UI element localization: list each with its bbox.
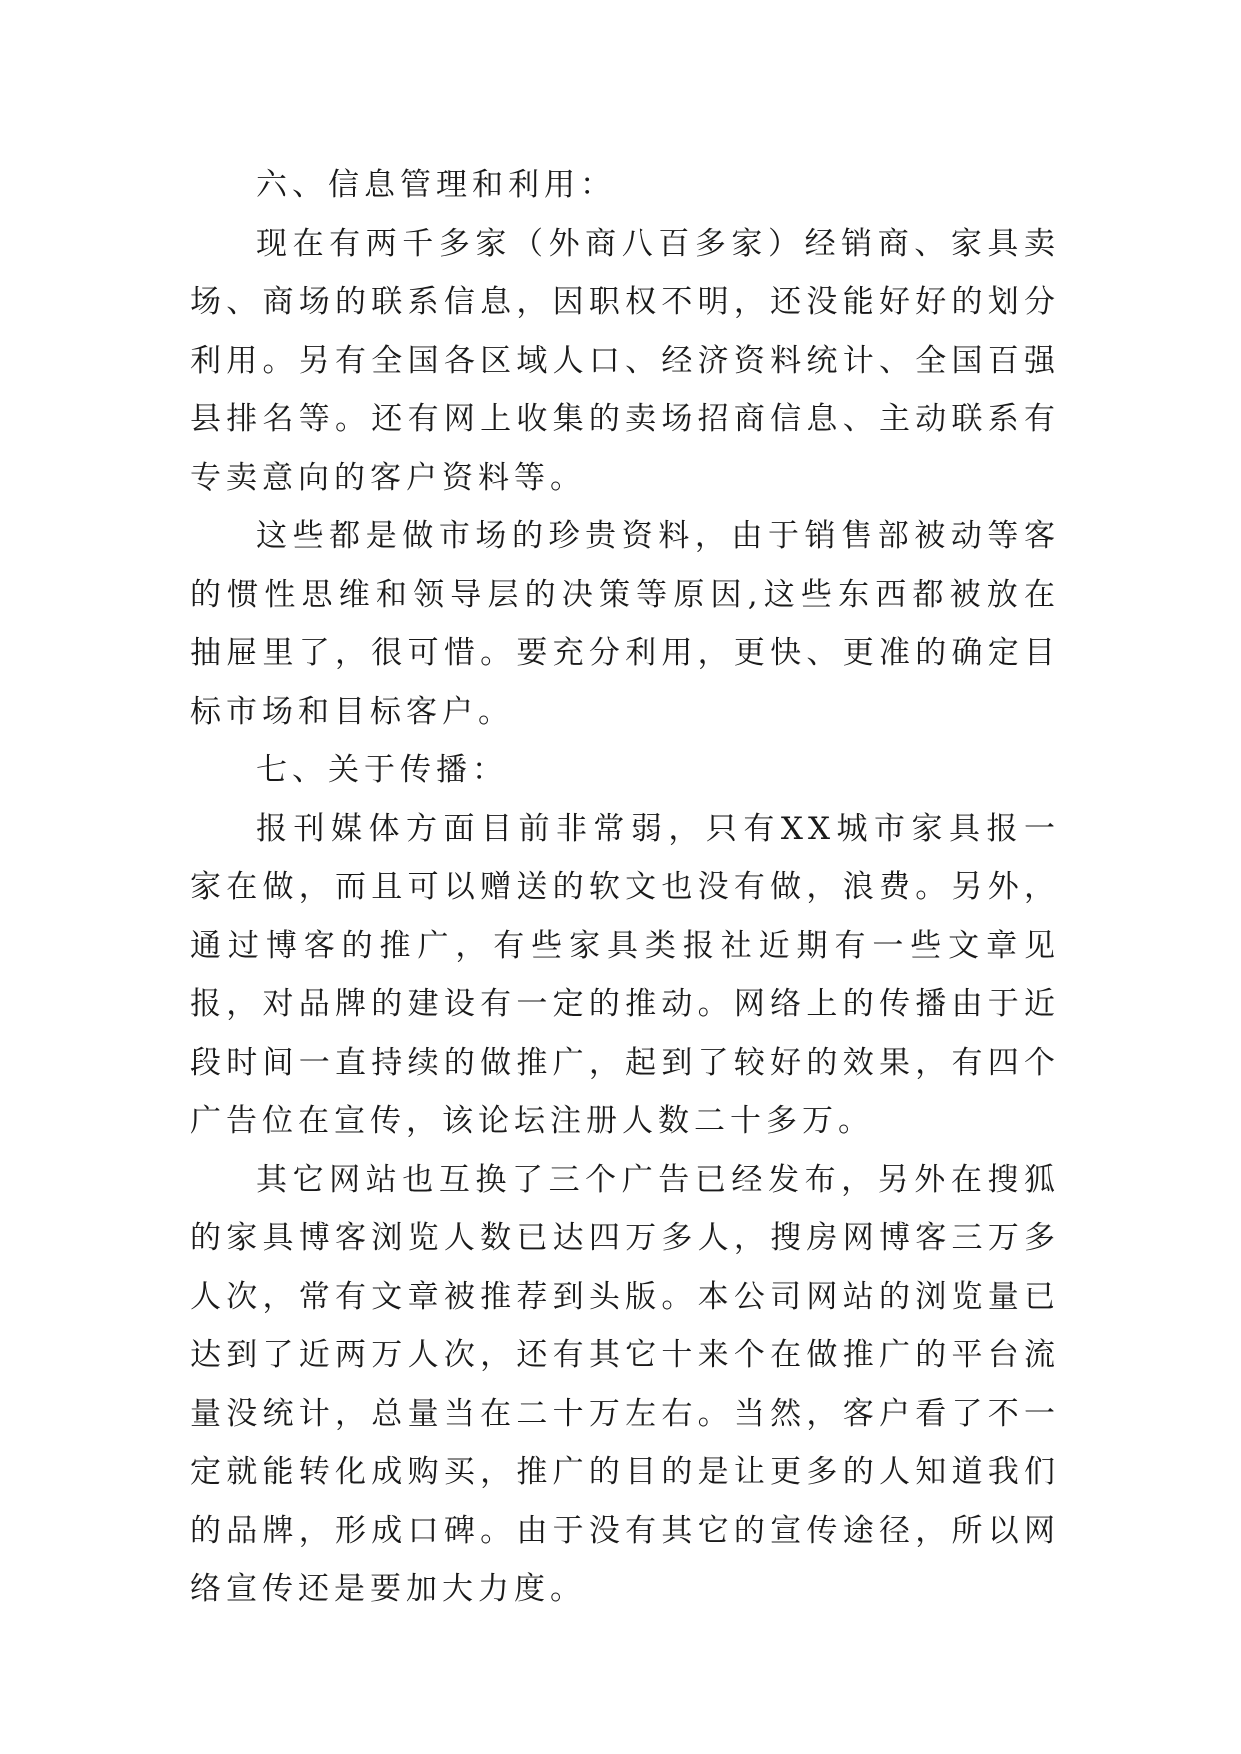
paragraph: 其它网站也互换了三个广告已经发布，另外在搜狐的家具博客浏览人数已达四万多人，搜房网博客三万多人次，常有文章被推荐到头版。本公司网站的浏览量已达到了近两万人次，还有其它十来个在做推广的平台流量没统计，总量当在二十万左右。当然，客户看了不一定就能转化成购买，推广的目的是让更多的人知道我们的品牌，形成口碑。由于没有其它的宣传途径，所以网络宣传还是要加大力度。 <box>190 1161 1060 1607</box>
document-body <box>190 156 1060 1619</box>
paragraph: 报刊媒体方面目前非常弱，只有XX城市家具报一家在做，而且可以赠送的软文也没有做，浪费。另外，通过博客的推广，有些家具类报社近期有一些文章见报，对品牌的建设有一定的推动。网络上的传播由于近段时间一直持续的做推广，起到了较好的效果，有四个广告位在宣传，该论坛注册人数二十多万。 <box>190 810 1060 1139</box>
paragraph: 现在有两千多家（外商八百多家）经销商、家具卖场、商场的联系信息，因职权不明，还没能好好的划分利用。另有全国各区域人口、经济资料统计、全国百强县排名等。还有网上收集的卖场招商信息、主动联系有专卖意向的客户资料等。 <box>190 225 1060 496</box>
paragraph: 这些都是做市场的珍贵资料，由于销售部被动等客的惯性思维和领导层的决策等原因,这些东西都被放在抽屉里了，很可惜。要充分利用，更快、更准的确定目标市场和目标客户。 <box>190 518 1060 730</box>
section-heading-info-management: 六、信息管理和利用： <box>256 167 616 203</box>
section-heading-communication: 七、关于传播： <box>256 752 508 788</box>
